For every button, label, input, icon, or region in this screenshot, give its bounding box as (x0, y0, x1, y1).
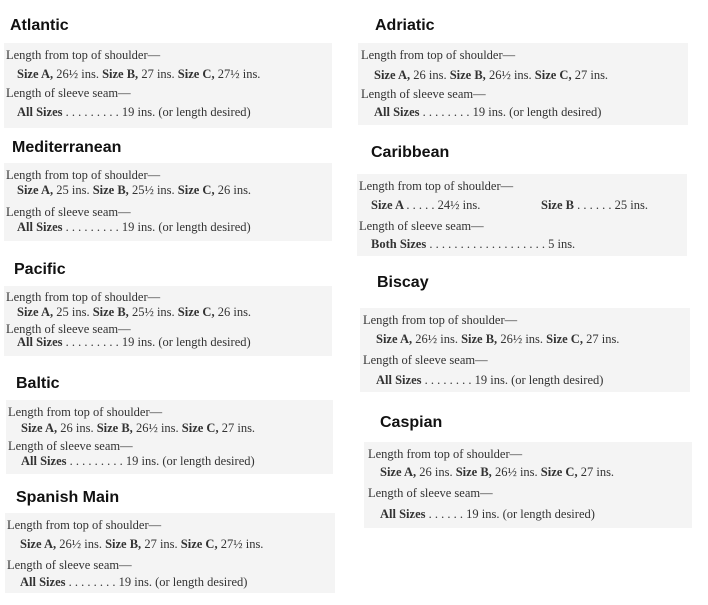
size-b-value: 27 ins. (144, 537, 178, 551)
size-b-label: Size B (541, 198, 574, 212)
all-sizes-label: All Sizes (21, 454, 67, 468)
size-a-label: Size A, (20, 537, 57, 551)
sleeve-label: Length of sleeve seam— (8, 439, 133, 453)
size-b-row (541, 196, 648, 214)
size-a-label: Size A, (380, 465, 417, 479)
sizes-row (20, 535, 263, 553)
measurement-block (364, 442, 692, 528)
sleeve-label: Length of sleeve seam— (7, 558, 132, 572)
size-a-value: 26½ ins. (59, 537, 102, 551)
dot-leader: . . . . . . . . . . . . . . . . . . . (429, 237, 545, 251)
size-b-label: Size B, (455, 465, 492, 479)
sizes-row (21, 419, 255, 437)
measurement-block (358, 43, 688, 125)
shoulder-label: Length from top of shoulder— (7, 518, 162, 532)
all-sizes-row (380, 505, 595, 523)
size-a-label: Size A, (17, 183, 54, 197)
section-title: Biscay (377, 274, 429, 291)
size-c-value: 27 ins. (221, 421, 256, 435)
size-b-label: Size B, (102, 67, 139, 81)
size-a-label: Size A, (21, 421, 58, 435)
all-sizes-value: 19 ins. (or length desired) (474, 373, 604, 387)
all-sizes-row (17, 103, 251, 121)
size-c-label: Size C, (534, 68, 572, 82)
all-sizes-value: 19 ins. (or length desired) (121, 335, 251, 349)
sizes-row (17, 65, 260, 83)
shoulder-label: Length from top of shoulder— (368, 447, 523, 461)
measurement-block (360, 308, 690, 392)
size-b-value: 25 ins. (614, 198, 648, 212)
size-a-label: Size A, (376, 332, 413, 346)
dot-leader: . . . . . . . . . (69, 454, 123, 468)
all-sizes-row (376, 371, 603, 389)
size-c-value: 27½ ins. (217, 67, 261, 81)
all-sizes-label: All Sizes (374, 105, 420, 119)
size-a-value: 25 ins. (56, 183, 90, 197)
all-sizes-value: 19 ins. (or length desired) (121, 220, 251, 234)
all-sizes-label: All Sizes (20, 575, 66, 589)
measurement-block (357, 174, 687, 256)
all-sizes-value: 19 ins. (or length desired) (466, 507, 595, 521)
size-a-row (371, 196, 480, 214)
dot-leader: . . . . . . . . (68, 575, 116, 589)
sizes-row (17, 181, 251, 199)
size-a-label: Size A, (374, 68, 411, 82)
shoulder-label: Length from top of shoulder— (361, 48, 516, 62)
all-sizes-row (17, 333, 251, 351)
all-sizes-value: 19 ins. (or length desired) (121, 105, 251, 119)
dot-leader: . . . . . . (428, 507, 463, 521)
shoulder-label: Length from top of shoulder— (359, 179, 514, 193)
all-sizes-row (21, 452, 255, 470)
size-a-value: 26½ ins. (56, 67, 99, 81)
all-sizes-value: 19 ins. (or length desired) (472, 105, 602, 119)
section-title: Adriatic (375, 17, 435, 34)
all-sizes-value: 19 ins. (or length desired) (125, 454, 255, 468)
all-sizes-label: All Sizes (376, 373, 422, 387)
size-c-label: Size C, (177, 305, 215, 319)
size-a-label: Size A, (17, 305, 54, 319)
sleeve-label: Length of sleeve seam— (361, 87, 486, 101)
sleeve-label: Length of sleeve seam— (6, 322, 131, 336)
size-b-label: Size B, (96, 421, 133, 435)
section-title: Atlantic (10, 17, 69, 34)
size-c-value: 27 ins. (586, 332, 620, 346)
size-b-value: 26½ ins. (135, 421, 179, 435)
size-b-value: 26½ ins. (494, 465, 538, 479)
dot-leader: . . . . . . . . (424, 373, 472, 387)
size-b-label: Size B, (461, 332, 498, 346)
shoulder-label: Length from top of shoulder— (6, 290, 161, 304)
size-c-value: 27 ins. (580, 465, 615, 479)
measurement-block (4, 163, 332, 241)
size-b-label: Size B, (92, 305, 129, 319)
size-b-value: 27 ins. (141, 67, 175, 81)
size-b-value: 26½ ins. (488, 68, 532, 82)
shoulder-label: Length from top of shoulder— (6, 48, 161, 62)
size-c-label: Size C, (181, 421, 219, 435)
all-sizes-label: All Sizes (17, 335, 63, 349)
size-c-label: Size C, (177, 67, 215, 81)
size-c-label: Size C, (180, 537, 218, 551)
sleeve-label: Length of sleeve seam— (368, 486, 493, 500)
shoulder-label: Length from top of shoulder— (363, 313, 518, 327)
both-sizes-row (371, 235, 575, 253)
size-b-value: 25½ ins. (131, 183, 175, 197)
dot-leader: . . . . . . (577, 198, 612, 212)
both-sizes-value: 5 ins. (548, 237, 576, 251)
size-a-value: 26 ins. (413, 68, 447, 82)
size-c-label: Size C, (546, 332, 583, 346)
size-c-label: Size C, (177, 183, 215, 197)
size-a-value: 26½ ins. (415, 332, 458, 346)
sizes-row (17, 303, 251, 321)
size-b-value: 25½ ins. (131, 305, 175, 319)
size-c-value: 26 ins. (217, 305, 252, 319)
dot-leader: . . . . . . . . (422, 105, 470, 119)
measurement-block (4, 43, 332, 128)
all-sizes-value: 19 ins. (or length desired) (118, 575, 248, 589)
sizes-row (374, 66, 608, 84)
size-a-value: 26 ins. (60, 421, 94, 435)
shoulder-label: Length from top of shoulder— (8, 405, 163, 419)
sleeve-label: Length of sleeve seam— (6, 86, 131, 100)
section-title: Caribbean (371, 144, 450, 161)
both-sizes-label: Both Sizes (371, 237, 427, 251)
size-a-label: Size A, (17, 67, 54, 81)
all-sizes-row (374, 103, 601, 121)
measurement-block (6, 400, 333, 474)
dot-leader: . . . . . . . . . (65, 335, 119, 349)
sizes-row (380, 463, 614, 481)
size-b-value: 26½ ins. (500, 332, 544, 346)
dot-leader: . . . . . . . . . (65, 105, 119, 119)
dot-leader: . . . . . . . . . (65, 220, 119, 234)
sleeve-label: Length of sleeve seam— (363, 353, 488, 367)
section-title: Spanish Main (16, 489, 120, 506)
all-sizes-row (20, 573, 247, 591)
all-sizes-label: All Sizes (380, 507, 426, 521)
measurement-block (4, 286, 332, 356)
all-sizes-label: All Sizes (17, 220, 63, 234)
section-title: Caspian (380, 414, 443, 431)
size-b-label: Size B, (449, 68, 486, 82)
section-title: Mediterranean (12, 139, 122, 156)
size-c-value: 27 ins. (574, 68, 609, 82)
size-c-label: Size C, (540, 465, 578, 479)
size-c-value: 27½ ins. (220, 537, 264, 551)
size-b-label: Size B, (105, 537, 142, 551)
size-a-value: 24½ ins. (437, 198, 481, 212)
section-title: Pacific (14, 261, 66, 278)
dot-leader: . . . . . (406, 198, 435, 212)
size-a-label: Size A (371, 198, 404, 212)
size-a-value: 25 ins. (56, 305, 90, 319)
sleeve-label: Length of sleeve seam— (359, 219, 484, 233)
all-sizes-label: All Sizes (17, 105, 63, 119)
size-b-label: Size B, (92, 183, 129, 197)
shoulder-label: Length from top of shoulder— (6, 168, 161, 182)
sizes-row (376, 330, 619, 348)
size-a-value: 26 ins. (419, 465, 453, 479)
all-sizes-row (17, 218, 251, 236)
size-c-value: 26 ins. (217, 183, 252, 197)
section-title: Baltic (16, 375, 60, 392)
sleeve-label: Length of sleeve seam— (6, 205, 131, 219)
measurement-block (5, 513, 335, 593)
